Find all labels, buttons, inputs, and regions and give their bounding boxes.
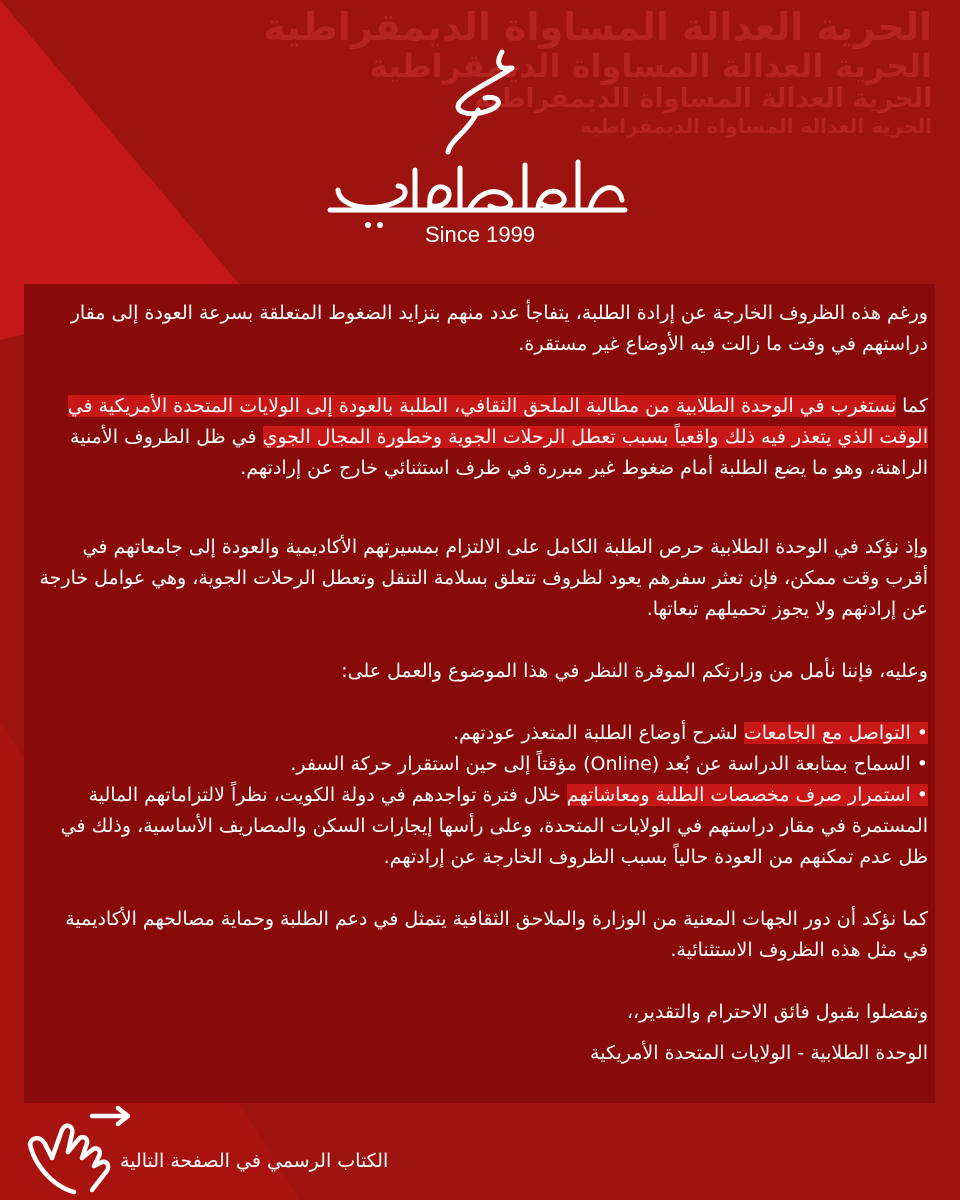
watermark-line: الحرية العدالة المساواة الديمقراطية	[474, 84, 932, 114]
highlighted-text: • التواصل مع الجامعات	[743, 722, 928, 744]
bullet-text: خلال فترة تواجدهم في دولة الكويت، نظراً لالتزاماتهم المالية المستمرة في مقار دراستهم في الولايات المتحدة، وعلى رأسها إيجارات السكن والمصاريف الأساسية، وذلك في ظل عدم تمكنهم من العودة حالياً بسبب الظروف الخارجة عن إرادتهم.	[60, 784, 928, 868]
bullet-item	[38, 780, 928, 873]
logo	[320, 40, 640, 250]
paragraph: ورغم هذه الظروف الخارجة عن إرادة الطلبة، يتفاجأ عدد منهم بتزايد الضغوط المتعلقة بسرعة العودة إلى مقار دراستهم في وقت ما زالت فيه الأوضاع غير مستقرة.	[70, 302, 928, 355]
since-year-label: Since 1999	[424, 222, 536, 247]
paragraph	[38, 391, 928, 484]
highlighted-text: نستغرب في الوحدة الطلابية من مطالبة الملحق الثقافي، الطلبة بالعودة إلى الولايات المتحدة الأمريكية في الوقت الذي يتعذر فيه ذلك واقعياً بسبب تعطل الرحلات الجوية وخطورة المجال الجوي	[67, 395, 928, 448]
bullet-text: لشرح أوضاع الطلبة المتعذر عودتهم.	[453, 722, 744, 744]
highlighted-text: • استمرار صرف مخصصات الطلبة ومعاشاتهم	[566, 784, 928, 806]
bullet-item: • السماح بمتابعة الدراسة عن بُعد (Online) مؤقتاً إلى حين استقرار حركة السفر.	[290, 753, 928, 775]
paragraph: وإذ نؤكد في الوحدة الطلابية حرص الطلبة الكامل على الالتزام بمسيرتهم الأكاديمية والعودة إلى جامعاتهم في أقرب وقت ممكن، فإن تعثر سفرهم يعود لظروف تتعلق بسلامة التنقل وتعطل الرحلات الجوية، وهي عوامل خارجة عن إرادتهم ولا يجوز تحميلهم تبعاتها.	[39, 536, 928, 620]
closing-line: وتفضلوا بقبول فائق الاحترام والتقدير،،	[626, 1001, 928, 1023]
paragraph: كما نؤكد أن دور الجهات المعنية من الوزارة والملاحق الثقافية يتمثل في دعم الطلبة وحماية مصالحهم الأكاديمية في مثل هذه الظروف الاستثنائية.	[65, 908, 928, 961]
signature-line: الوحدة الطلابية - الولايات المتحدة الأمريكية	[590, 1042, 928, 1064]
watermark-line: الحرية العدالة المساواة الديمقراطية	[263, 5, 932, 49]
watermark-line: الحرية العدالة المساواة الديمقراطية	[369, 47, 932, 85]
bullet-item	[38, 718, 928, 749]
logo-calligraphy-icon	[320, 40, 640, 240]
paragraph-text: في ظل الظروف الأمنية الراهنة، وهو ما يضع الطلبة أمام ضغوط غير مبررة في ظرف استثنائي خارج عن إرادتهم.	[70, 426, 928, 479]
paragraph-text: كما	[896, 395, 928, 417]
next-page-note: الكتاب الرسمي في الصفحة التالية	[120, 1150, 389, 1172]
watermark-line: الحرية العدالة المساواة الديمقراطية	[580, 114, 932, 138]
letter-body	[38, 298, 928, 1069]
paragraph: وعليه، فإننا نأمل من وزارتكم الموقرة النظر في هذا الموضوع والعمل على:	[341, 660, 928, 682]
